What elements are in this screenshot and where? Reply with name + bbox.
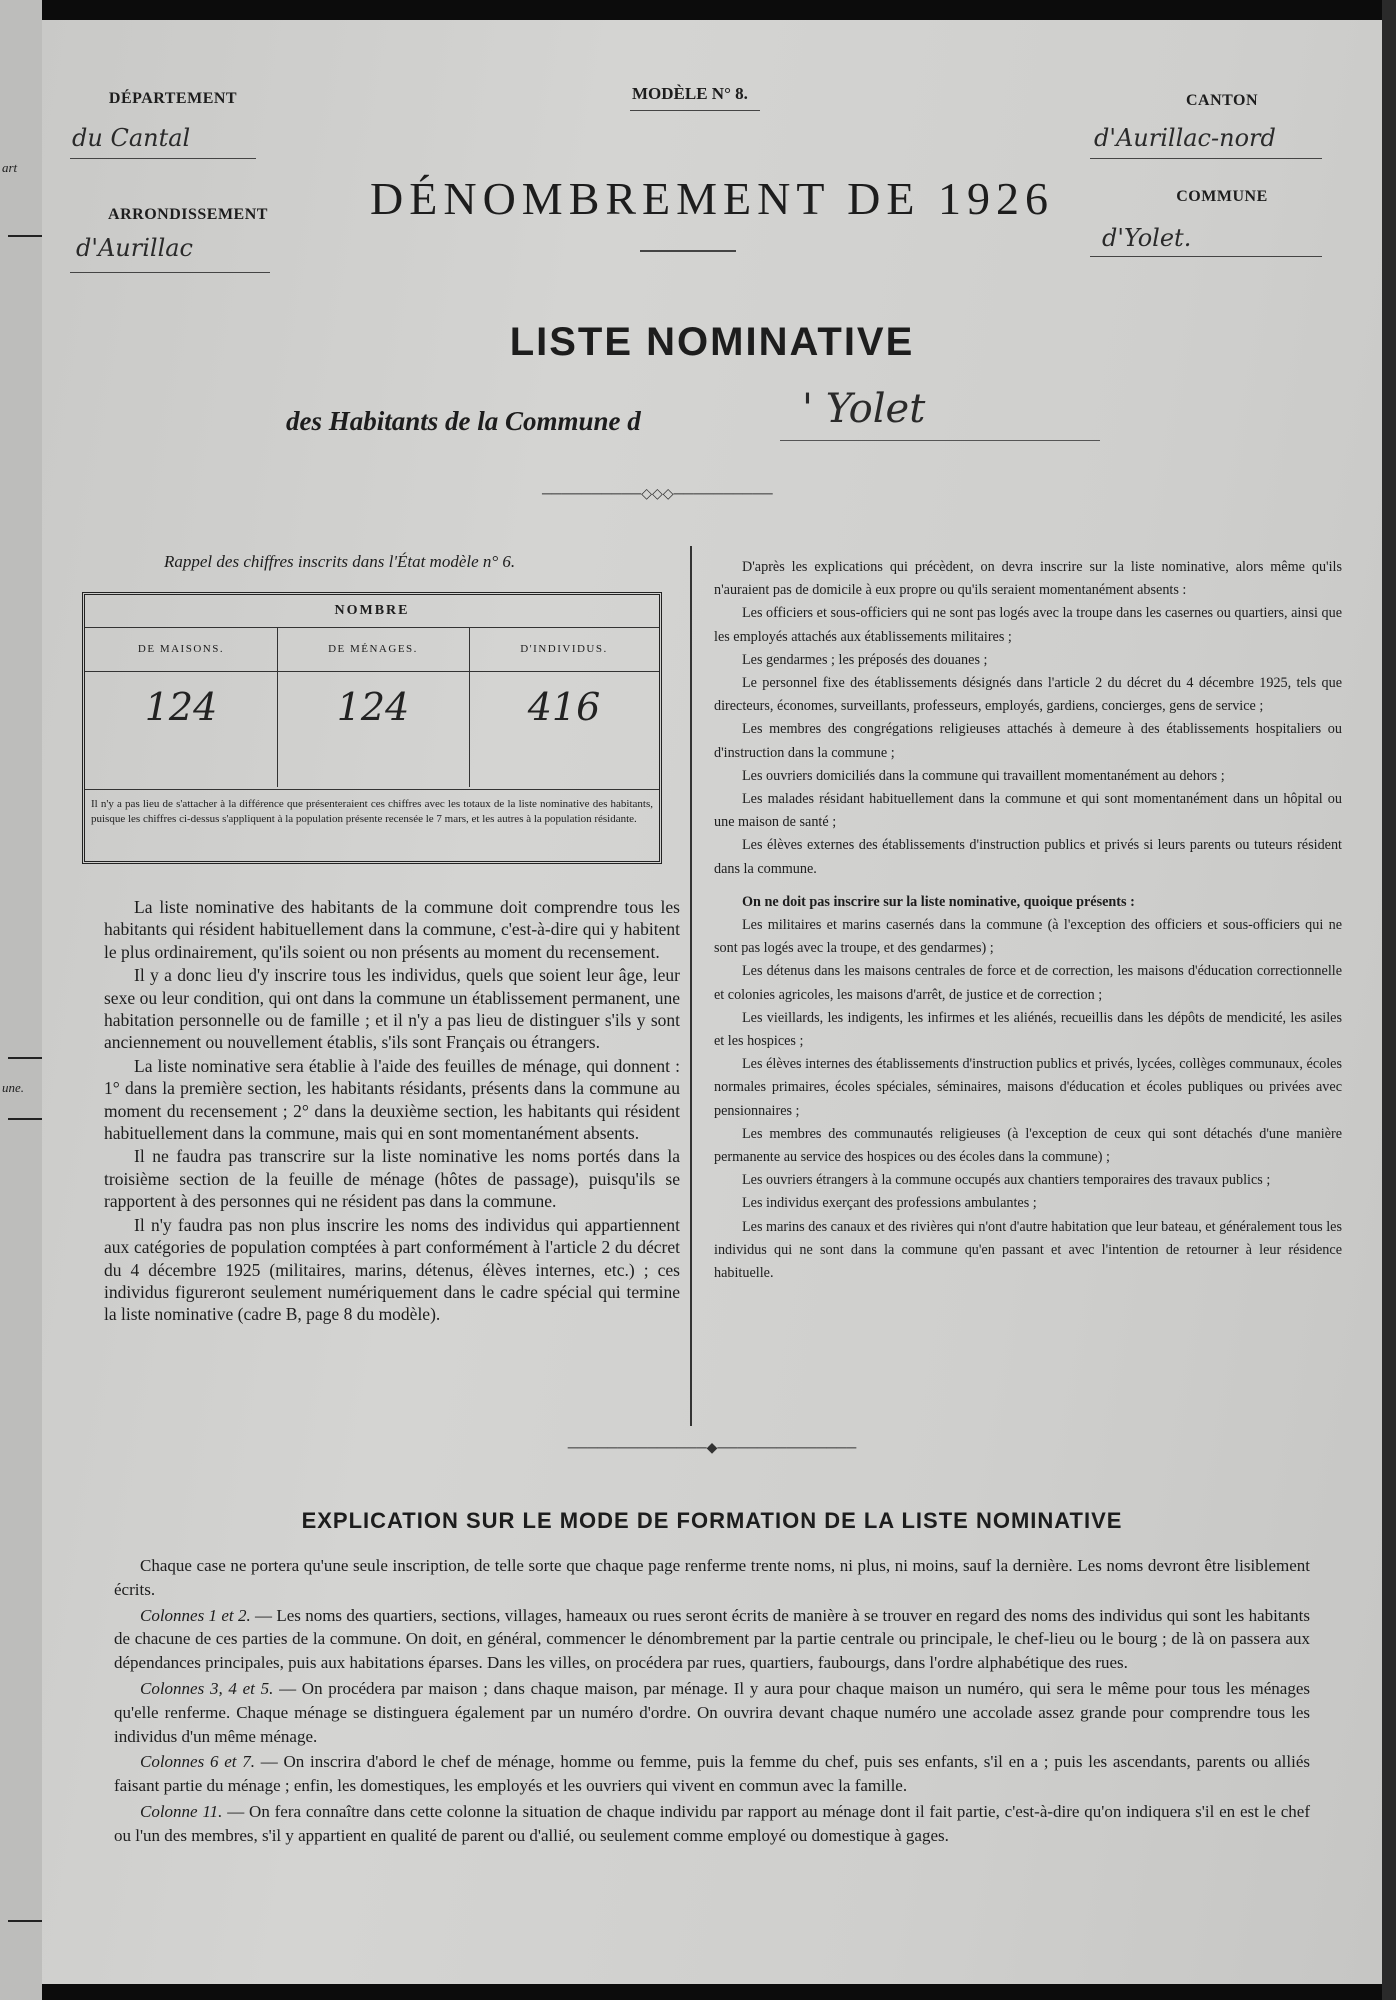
paragraph (114, 1604, 1310, 1675)
modele-underline (630, 110, 760, 111)
departement-label: DÉPARTEMENT (108, 90, 238, 107)
paragraph: Les militaires et marins casernés dans la commune (à l'exception des officiers et sous-officiers qui ne sont pas logés avec la troupe, et des gendarmes) ; (714, 917, 1342, 957)
subtitle-commune-value: ' Yolet (802, 386, 926, 432)
column-ref: Colonne 11. (140, 1801, 223, 1821)
departement-line (70, 158, 256, 159)
paragraph: La liste nominative sera établie à l'aide des feuilles de ménage, qui donnent : 1° dans la première section, les habitants résidants, présents dans la commune au moment du recensement ; 2° dans la deuxième section, les habitants qui résident habituellement dans la commune, mais qui en sont momentanément absents. (104, 1055, 680, 1144)
paragraph: D'après les explications qui précèdent, on devra inscrire sur la liste nominative, alors même qu'ils n'auraient pas de domicile à eux propre ou qu'ils seraient momentanément absents : (714, 559, 1342, 599)
note-separator (85, 789, 659, 790)
explication-title: EXPLICATION SUR LE MODE DE FORMATION DE LA LISTE NOMINATIVE (301, 1508, 1123, 1533)
subtitle: des Habitants de la Commune d (286, 406, 641, 436)
menages-value: 124 (336, 685, 410, 729)
column-divider (690, 546, 692, 1426)
paragraph-text: — Les noms des quartiers, sections, villages, hameaux ou rues seront écrits de manière à se trouver en regard des noms des individus qui sont les habitants de chacune de ces parties de la commune. On doit, en général, commencer le dénombrement par la partie centrale ou principale, le chef-lieu ou le bourg ; de là on passera aux dépendances principales, puis aux habitations éparses. Dans les villes, on procédera par rues, quartiers, faubourgs, dans l'ordre alphabétique des rues. (114, 1605, 1310, 1673)
column-ref: Colonnes 3, 4 et 5. (140, 1678, 274, 1698)
commune-label: COMMUNE (1176, 188, 1268, 205)
arrondissement-label: ARRONDISSEMENT (108, 206, 268, 223)
paragraph-text: — On inscrira d'abord le chef de ménage, homme ou femme, puis la femme du chef, puis ses enfants, s'il en a ; puis les ascendants, parents ou alliés faisant partie du ménage ; enfin, les domestiques, les employés et les ouvriers qui vivent en commun avec la famille. (114, 1752, 1310, 1796)
commune-value: d'Yolet. (1102, 224, 1192, 252)
scan-edge (1382, 0, 1396, 2000)
commune-line (1090, 256, 1322, 257)
column-ref: Colonnes 6 et 7. (140, 1752, 255, 1772)
arrondissement-value: d'Aurillac (76, 234, 193, 262)
paragraph: Les membres des communautés religieuses (à l'exception de ceux qui sont détachés d'une manière permanente au service des hospices ou des écoles dans la commune) ; (714, 1125, 1342, 1166)
individus-header: D'INDIVIDUS. (469, 627, 659, 672)
menages-header: DE MÉNAGES. (277, 627, 469, 672)
paragraph: Les malades résidant habituellement dans la commune et qui sont momentanément dans un hôpital ou une maison de santé ; (714, 791, 1342, 831)
paragraph: Les officiers et sous-officiers qui ne sont pas logés avec la troupe dans les casernes ou quartiers, ainsi que les employés attachés aux établissements militaires ; (714, 605, 1342, 645)
nombre-header: NOMBRE (85, 595, 659, 628)
right-instructions (714, 556, 1342, 1285)
explication-body (114, 1554, 1310, 1850)
section-heading: On ne doit pas inscrire sur la liste nominative, quoique présents : (742, 893, 1135, 910)
liste-title: LISTE NOMINATIVE (509, 320, 915, 364)
paragraph: Chaque case ne portera qu'une seule inscription, de telle sorte que chaque page renferme trente noms, ni plus, ni moins, sauf la dernière. Les noms devront être lisiblement écrits. (114, 1556, 1310, 1599)
title-rule (640, 250, 736, 252)
paragraph: La liste nominative des habitants de la commune doit comprendre tous les habitants qui résident habituellement dans la commune, c'est-à-dire qui y habitent le plus ordinairement, qu'ils soient ou non présents au moment du recensement. (104, 897, 680, 962)
ornament-divider: ──────────◇◇◇────────── (542, 487, 773, 502)
paragraph: Les membres des congrégations religieuses attachés à demeure à des établissements hospitaliers ou d'instruction dans la commune ; (714, 721, 1342, 761)
previous-page-edge (0, 0, 42, 2000)
paragraph: Les élèves externes des établissements d'instruction publics et privés si leurs parents ou tuteurs résident dans la commune. (714, 837, 1342, 877)
canton-label: CANTON (1185, 92, 1259, 109)
paragraph: Il n'y faudra pas non plus inscrire les noms des individus qui appartiennent aux catégories de population comptées à part conformément à l'article 2 du décret du 4 décembre 1925 (militaires, marins, détenus, élèves internes, etc.) ; ces individus figureront seulement numériquement dans le cadre spécial qui termine la liste nominative (cadre B, page 8 du modèle). (104, 1214, 680, 1325)
page-title: DÉNOMBREMENT DE 1926 (370, 173, 1054, 224)
paragraph: Il ne faudra pas transcrire sur la liste nominative les noms portés dans la troisième section de la feuille de ménage (hôtes de passage), puisqu'ils se rapportent à des personnes qui ne résident pas dans la commune. (104, 1146, 680, 1212)
ornament-divider-lower: ──────────────◆────────────── (567, 1441, 857, 1456)
paragraph-text: — On fera connaître dans cette colonne la situation de chaque individu par rapport au ménage dont il fait partie, c'est-à-dire qu'on indiquera s'il en est le chef ou l'un des membres, s'il y appartient en qualité de parent ou d'allié, ou seulement comme employé ou domestique à gages. (114, 1801, 1310, 1845)
maisons-header: DE MAISONS. (85, 627, 277, 672)
arrondissement-line (70, 272, 270, 273)
paragraph (114, 1677, 1310, 1748)
paragraph: Les gendarmes ; les préposés des douanes ; (742, 651, 988, 668)
nombre-note: Il n'y a pas lieu de s'attacher à la différence que présenteraient ces chiffres avec les totaux de la liste nominative des habitants, puisque les chiffres ci-dessus s'appliquent à la population présente recensée le 7 mars, et les autres à la population résidante. (91, 798, 653, 825)
column-ref: Colonnes 1 et 2. (140, 1605, 251, 1625)
paragraph-text: — On procédera par maison ; dans chaque maison, par ménage. Il y aura pour chaque maison un numéro, qui sera le même pour tous les ménages qu'elle renferme. Chaque ménage se distinguera également par un numéro d'ordre. On ouvrira devant chaque numéro une accolade assez grande pour comprendre tous les individus d'un même ménage. (114, 1678, 1311, 1746)
previous-page-text: art (2, 160, 18, 175)
previous-page-frame-lower (8, 1118, 42, 1922)
previous-page-frame (8, 235, 42, 1059)
paragraph: Les élèves internes des établissements d'instruction publics et privés, lycées, collèges communaux, écoles normales primaires, écoles spéciales, séminaires, maisons d'éducation et écoles publiques ou privées avec pensionnaires ; (714, 1056, 1342, 1119)
paragraph: Les individus exerçant des professions ambulantes ; (742, 1195, 1037, 1212)
paragraph: Les détenus dans les maisons centrales de force et de correction, les maisons d'éducation correctionnelle et colonies agricoles, les maisons d'arrêt, de justice et de correction ; (714, 963, 1342, 1003)
individus-value: 416 (527, 685, 601, 729)
departement-value: du Cantal (72, 124, 191, 152)
rappel-caption: Rappel des chiffres inscrits dans l'État modèle n° 6. (164, 552, 516, 571)
paragraph: Les marins des canaux et des rivières qui n'ont d'autre habitation que leur bateau, et généralement tous les individus qui ne sont dans la commune qu'en passant et avec l'intention de retourner à leur résidence habituelle. (714, 1218, 1342, 1282)
paragraph (114, 1800, 1310, 1848)
canton-line (1090, 158, 1322, 159)
census-page (42, 20, 1382, 1984)
canton-value: d'Aurillac-nord (1094, 124, 1276, 152)
previous-page-text-lower: une. (2, 1080, 25, 1095)
paragraph: Les vieillards, les indigents, les infirmes et les aliénés, recueillis dans les dépôts de mendicité, les asiles et les hospices ; (714, 1009, 1342, 1050)
paragraph: Les ouvriers étrangers à la commune occupés aux chantiers temporaires des travaux publics ; (742, 1172, 1271, 1189)
nombre-table (82, 592, 662, 864)
modele-number: MODÈLE N° 8. (632, 84, 748, 103)
maisons-value: 124 (144, 685, 218, 729)
paragraph: Le personnel fixe des établissements désignés dans l'article 2 du décret du 4 décembre 1925, tels que directeurs, économes, surveillants, professeurs, employés, gardiens, concierges, gens de service ; (714, 675, 1342, 715)
subtitle-line (780, 440, 1100, 441)
paragraph (114, 1750, 1310, 1798)
left-instructions (104, 896, 680, 1327)
paragraph: Il y a donc lieu d'y inscrire tous les individus, quels que soient leur âge, leur sexe ou leur condition, qui ont dans la commune un établissement permanent, une habitation personnelle ou de famille ; et il n'y a pas lieu de distinguer s'ils y sont anciennement ou nouvellement établis, s'ils sont Français ou étrangers. (104, 965, 680, 1053)
paragraph: Les ouvriers domiciliés dans la commune qui travaillent momentanément au dehors ; (742, 767, 1225, 784)
